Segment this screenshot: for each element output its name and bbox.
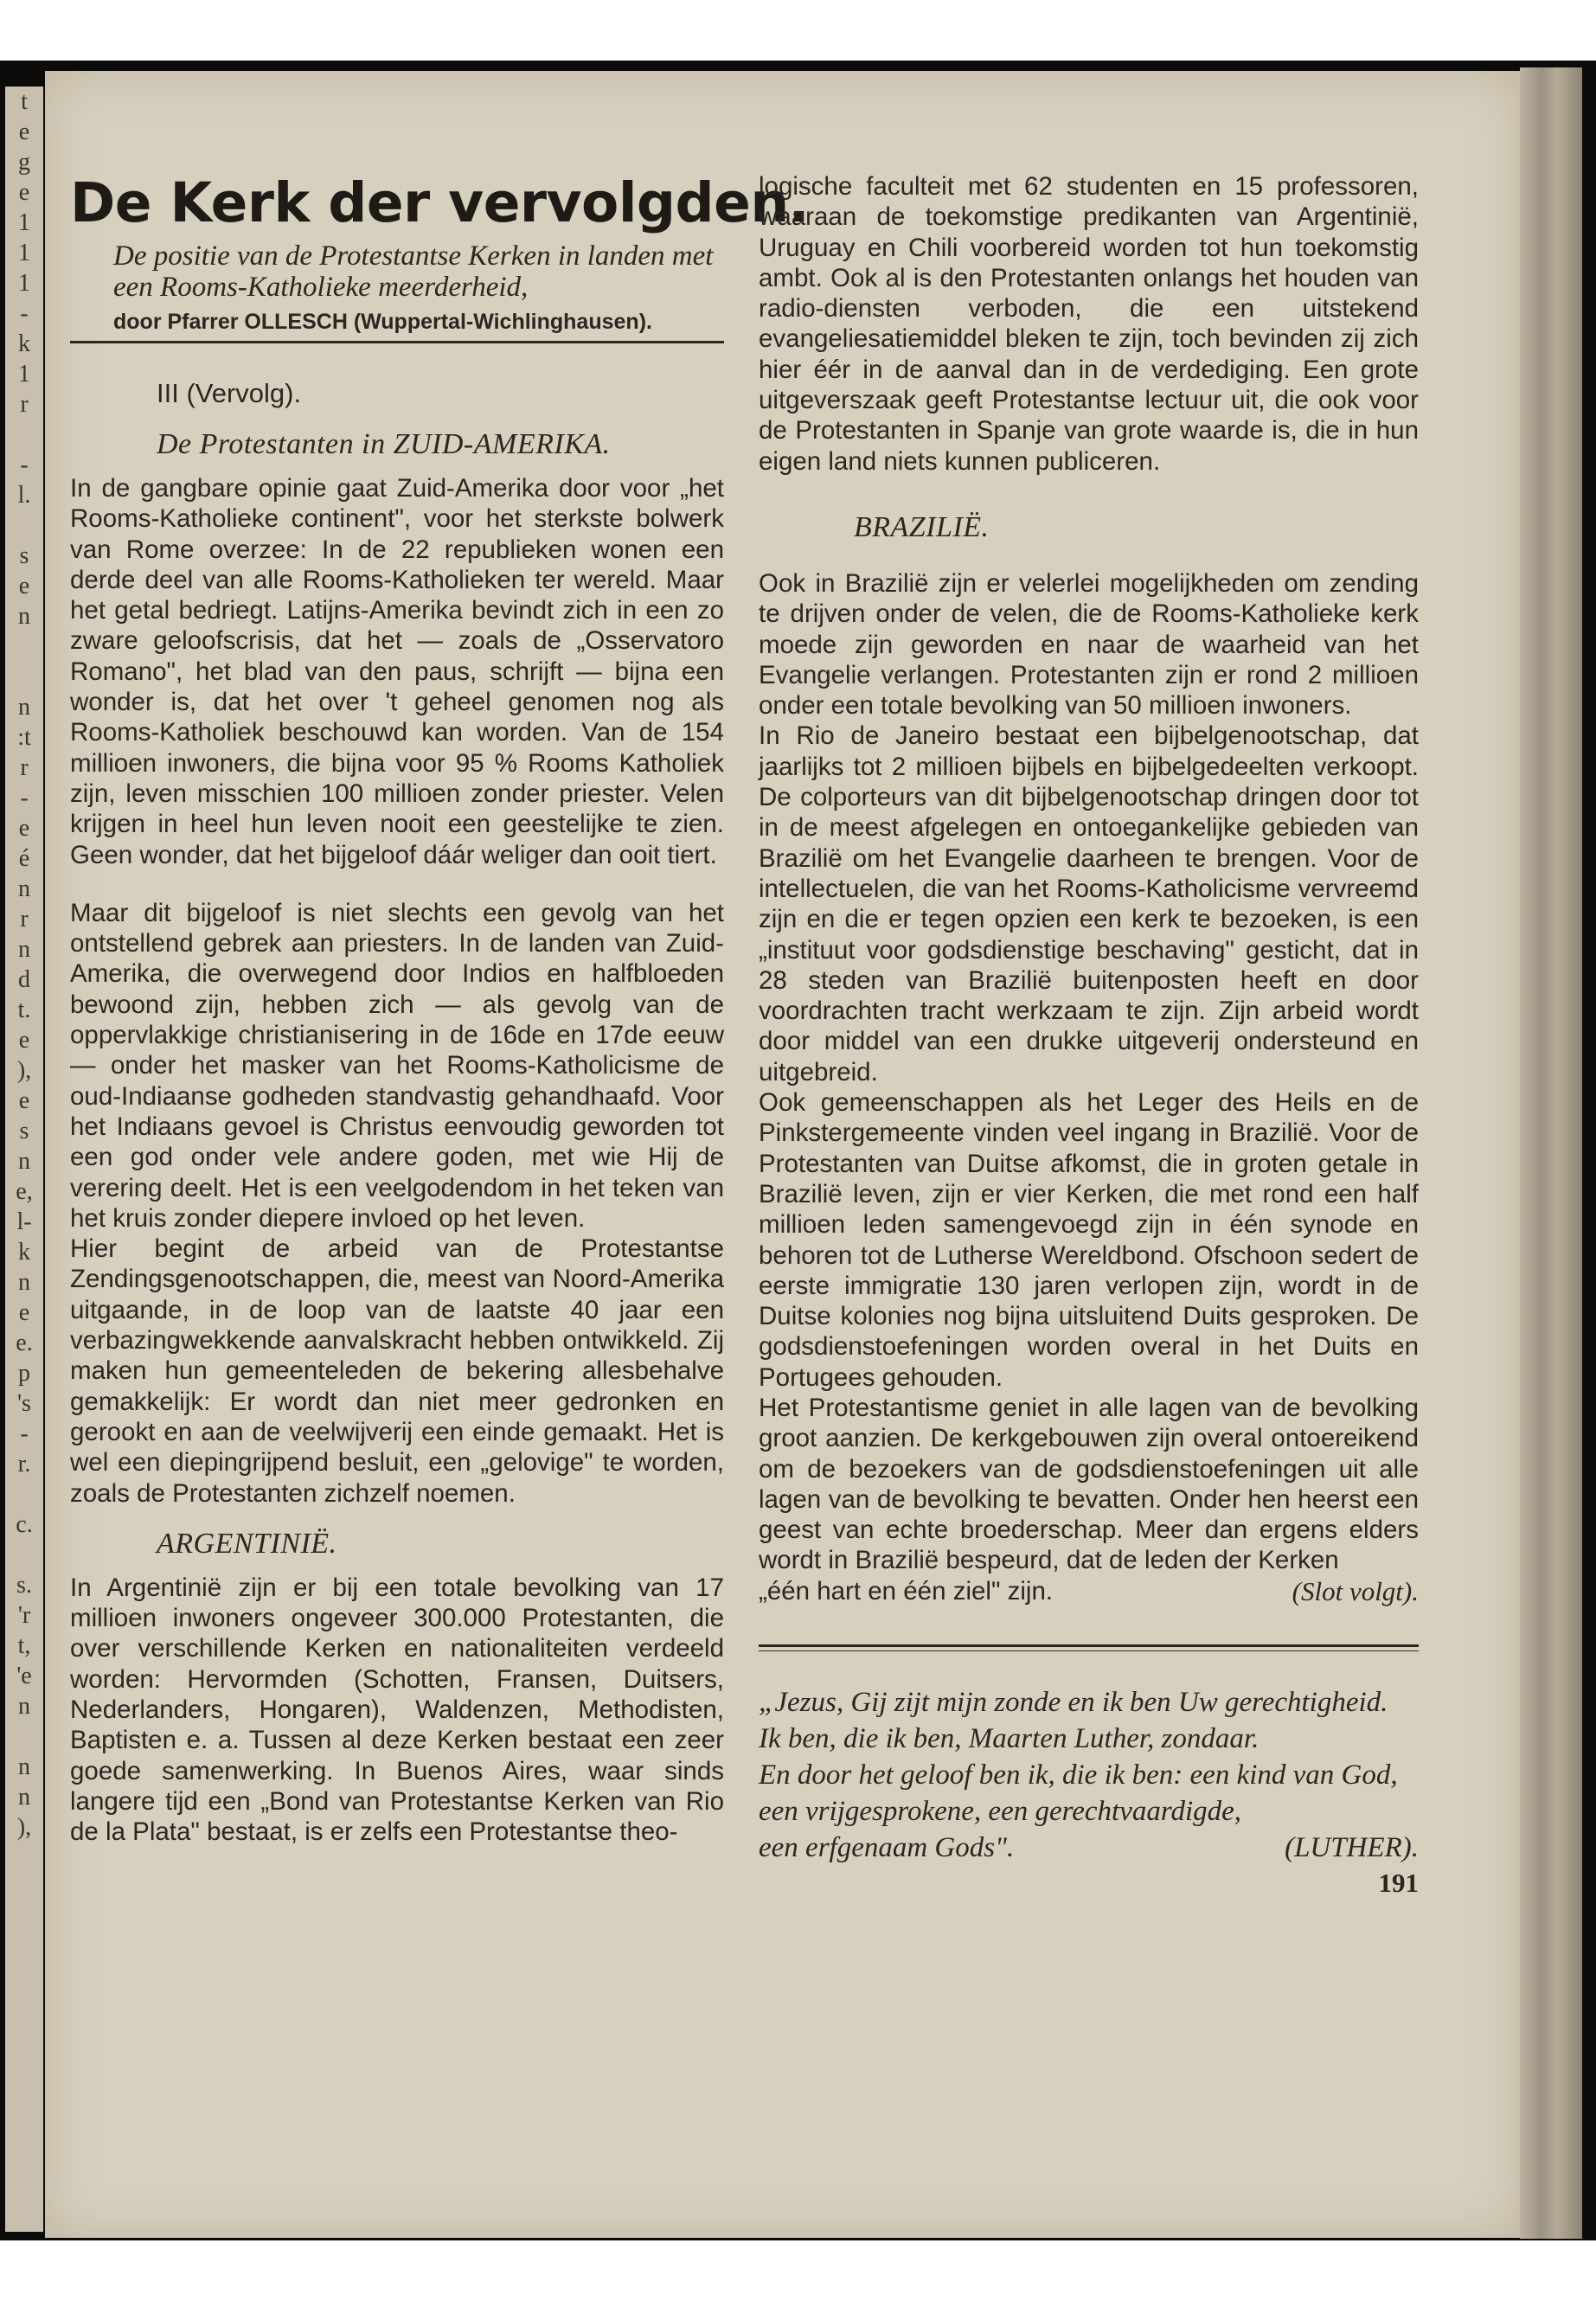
left-paragraphs-2	[70, 898, 724, 1509]
margin-fragment: n	[18, 1148, 30, 1175]
margin-fragment	[5, 1540, 43, 1570]
margin-fragment: l-	[16, 1208, 32, 1235]
paragraph: In de gangbare opinie gaat Zuid-Amerika door voor „het Rooms-Katholieke continent", voor het sterkste bolwerk van Rome overzee: In de 22 republieken wonen een derde deel van alle Rooms-Katholieken ter wereld. Maar het getal bedriegt. Latijns-Amerika bevindt zich in een zo zware geloofscrisis, dat het — zoals de „Osservatoro Romano", het blad van den paus, schrijft — bijna een wonder is, dat het over 't geheel genomen nog als Rooms-Katholiek beschouwd kan worden. Van de 154 millioen inwoners, die bijna voor 95 % Rooms Katholiek zijn, leven misschien 100 millioen zonder priester. Velen krijgen in heel hun leven nooit een geestelijke te zien. Geen wonder, dat het bijgeloof dáár weliger dan ooit tiert.	[70, 474, 724, 869]
paragraph: In Argentinië zijn er bij een totale bevolking van 17 millioen inwoners ongeveer 300.000 Protestanten, die over verschillende Kerken en nationaliteiten verdeeld worden: Hervormden (Schotten, Fransen, Duitsers, Nederlanders, Hongaren), Waldenzen, Methodisten, Baptisten e. a. Tussen al deze Kerken bestaat een zeer goede samenwerking. In Buenos Aires, waar sinds langere tijd een „Bond van Protestantse Kerken van Rio de la Plata" bestaat, is er zelfs een Protestantse theo-	[70, 1573, 724, 1847]
page-number: 191	[1378, 1868, 1419, 1899]
paragraph: Het Protestantisme geniet in alle lagen van de bevolking groot aanzien. De kerkgebouwen zijn overal ontoereikend om de bezoekers van de godsdienstoefeningen uit alle lagen van de bevolking te bevatten. Onder hen heerst een geest van echte broederschap. Meer dan ergens elders wordt in Brazilië bespeurd, dat de leden der Kerken	[759, 1393, 1419, 1575]
margin-fragment: r	[20, 906, 29, 933]
paragraph: Hier begint de arbeid van de Protestantse Zendingsgenootschappen, die, meest van Noord-Amerika uitgaande, in de loop van de laatste 40 jaar een verbazingwekkende aanvalskracht hebben ontwikkeld. Zij maken hun gemeenteleden de bekering allesbehalve gemakkelijk: Er wordt dan niet meer gedronken en gerookt en aan de veelwijverij een einde gemaakt. Het is wel een diepingrijpend besluit, een „gelovige" te worden, zoals de Protestanten zichzelf noemen.	[70, 1234, 724, 1508]
margin-fragment: p	[18, 1360, 30, 1387]
margin-fragment: 1	[18, 209, 30, 236]
paragraph: Ook gemeenschappen als het Leger des Heils en de Pinkstergemeente vinden veel ingang in Brazilië. Voor de Protestanten van Duitse afkomst, die in groten getale in Brazilië leven, zijn er vier Kerken, die met rond een half millioen leden samengevoegd zijn in één synode en behoren tot de Lutherse Wereldbond. Ofschoon sedert de eerste immigratie 130 jaren verlopen zijn, wordt in de Duitse kolonies nog bijna uitsluitend Duits gesproken. De godsdienstoefeningen worden overal in het Duits en Portugees gehouden.	[759, 1088, 1419, 1392]
margin-fragment: -	[20, 785, 29, 811]
right-column	[759, 171, 1419, 1898]
margin-fragment: e	[18, 1087, 30, 1114]
right-paragraphs-1	[759, 171, 1419, 477]
paragraph: Maar dit bijgeloof is niet slechts een gevolg van het ontstellend gebrek aan priesters. In de landen van Zuid-Amerika, die overwegend door Indios en halfbloeden bewoond zijn, hebben zich — als gevolg van de oppervlakkige christianisering in de 16de en 17de eeuw — onder het masker van het Rooms-Katholicisme de oud-Indiaanse godheden standvastig gehandhaafd. Voor het Indiaans gevoel is Christus eenvoudig geworden tot een god onder vele andere goden, met wie Hij de verering deelt. Het is een veelgodendom in het teken van het kruis zonder diepere invloed op het leven.	[70, 898, 724, 1233]
margin-fragment: k	[18, 330, 30, 357]
paragraph: logische faculteit met 62 studenten en 15 professoren, waaraan de toekomstige predikanten van Argentinië, Uruguay en Chili voorbereid worden tot hun toekomstig ambt. Ook al is den Protestanten onlangs het houden van radio-diensten verboden, die een uitstekend evangeliesatiemiddel bleken te zijn, toch bevinden zij zich hier éér in de aanval dan in de verdediging. Een grote uitgeverszaak geeft Protestantse lectuur uit, die ook voor de Protestanten in Spanje van grote waarde is, die in hun eigen land niets kunnen publiceren.	[759, 172, 1419, 476]
margin-fragment: t	[21, 88, 28, 115]
margin-fragment: n	[18, 875, 30, 902]
margin-fragment: 'e	[16, 1663, 32, 1689]
margin-fragment: -	[20, 300, 29, 327]
article-author: door Pfarrer OLLESCH (Wuppertal-Wichlinghausen).	[113, 310, 652, 334]
section-heading-argentina: ARGENTINIË.	[157, 1527, 337, 1560]
quote-line: Ik ben, die ik ben, Maarten Luther, zondaar.	[759, 1723, 1259, 1755]
left-column	[70, 171, 810, 1847]
margin-fragment: e	[18, 573, 30, 599]
margin-fragment: e,	[16, 1178, 33, 1205]
margin-fragment	[5, 420, 43, 450]
margin-fragment: -	[20, 452, 29, 478]
margin-fragment: e	[18, 179, 30, 206]
quote-line: „Jezus, Gij zijt mijn zonde en ik ben Uw gerechtigheid.	[759, 1687, 1388, 1719]
paragraph: Ook in Brazilië zijn er velerlei mogelijkheden om zending te drijven onder de velen, die de Rooms-Katholieke kerk moede zijn geworden en naar de waarheid van het Evangelie verlangen. Protestanten zijn er rond 2 millioen onder een totale bevolking van 50 millioen inwoners.	[759, 568, 1419, 721]
margin-fragment: é	[18, 845, 30, 872]
margin-fragment: ),	[16, 1057, 32, 1084]
margin-fragment: e.	[16, 1330, 33, 1356]
quote-final-line	[759, 1830, 1419, 1866]
margin-fragment: ),	[16, 1814, 32, 1841]
margin-fragment: k	[18, 1239, 30, 1266]
margin-fragment: l.	[17, 482, 31, 509]
part-label: III (Vervolg).	[157, 378, 302, 408]
margin-fragment	[5, 662, 43, 692]
margin-fragment	[5, 510, 43, 541]
margin-fragment: n	[18, 936, 30, 963]
margin-fragment: 's	[17, 1390, 31, 1417]
quote-line: En door het geloof ben ik, die ik ben: een kind van God, een vrijgesprokene, een gerechtvaardigde,	[759, 1759, 1398, 1828]
margin-fragment: n	[18, 603, 30, 630]
margin-fragment: -	[20, 1420, 29, 1447]
margin-fragment	[5, 631, 43, 662]
margin-fragment: g	[18, 149, 30, 176]
margin-fragment: t,	[17, 1632, 31, 1659]
margin-fragment: e	[18, 1299, 30, 1326]
margin-fragment: n	[18, 694, 30, 721]
section-heading-brazil: BRAZILIË.	[854, 510, 990, 543]
margin-fragment	[5, 1479, 43, 1509]
paragraph: In Rio de Janeiro bestaat een bijbelgenootschap, dat jaarlijks tot 2 millioen bijbels en bijbelgedeelten verkoopt. De colporteurs van dit bijbelgenootschap dringen door tot in de meest afgelegen en ontoegankelijke gebieden van Brazilië om het Evangelie daarheen te brengen. Voor de intellectuelen, die van het Rooms-Katholicisme vervreemd zijn en die er tegen opzien een kerk te bezoeken, is een „instituut voor godsdienstige beschaving" gesticht, dat in 28 steden van Brazilië buitenposten heeft en door voordrachten tracht werkzaam te zijn. Zijn arbeid wordt door middel van een drukke uitgeverij ondersteund en uitgebreid.	[759, 721, 1419, 1086]
margin-fragment: d	[18, 966, 30, 993]
margin-fragment: n	[18, 1693, 30, 1720]
left-paragraphs-3	[70, 1573, 724, 1848]
quote-author: (LUTHER).	[1285, 1832, 1419, 1864]
closing-line	[759, 1576, 1419, 1606]
article-title: De Kerk der vervolgden.	[70, 171, 810, 234]
article-subtitle: De positie van de Protestantse Kerken in landen met een Rooms-Katholieke meerderheid,	[113, 240, 714, 303]
previous-page-edge	[5, 87, 43, 2232]
margin-fragment: e	[18, 119, 30, 145]
margin-fragment: s.	[16, 1572, 32, 1599]
page-stack-edge	[1520, 67, 1582, 2239]
closing-text: „één hart en één ziel" zijn.	[759, 1576, 1054, 1606]
margin-fragment: e	[18, 815, 30, 842]
section-heading-south-america: De Protestanten in ZUID-AMERIKA.	[157, 428, 611, 460]
left-paragraphs-1	[70, 473, 724, 870]
margin-fragment: s	[19, 542, 29, 569]
quote-line: een erfgenaam Gods".	[759, 1832, 1015, 1864]
right-paragraphs-2	[759, 568, 1419, 1606]
margin-fragment: r	[20, 754, 29, 781]
luther-quote	[759, 1684, 1419, 1866]
margin-fragment	[5, 1721, 43, 1752]
margin-fragment: s	[19, 1118, 29, 1144]
margin-fragment: n	[18, 1269, 30, 1296]
margin-fragment: 'r	[17, 1602, 31, 1629]
margin-fragment: n	[18, 1753, 30, 1780]
margin-fragment: 1	[18, 240, 30, 266]
margin-fragment: 1	[18, 270, 30, 297]
margin-fragment: r.	[17, 1451, 31, 1477]
continued-note: (Slot volgt).	[1292, 1575, 1419, 1606]
margin-fragment: 1	[18, 361, 30, 388]
margin-fragment: r	[20, 391, 29, 418]
margin-fragment: e	[18, 1027, 30, 1054]
quote-divider	[759, 1644, 1419, 1651]
margin-fragment: c.	[16, 1511, 33, 1538]
margin-fragment: n	[18, 1784, 30, 1811]
title-rule	[70, 341, 724, 343]
margin-fragment: t.	[17, 997, 31, 1023]
margin-fragment: :t	[17, 724, 31, 751]
